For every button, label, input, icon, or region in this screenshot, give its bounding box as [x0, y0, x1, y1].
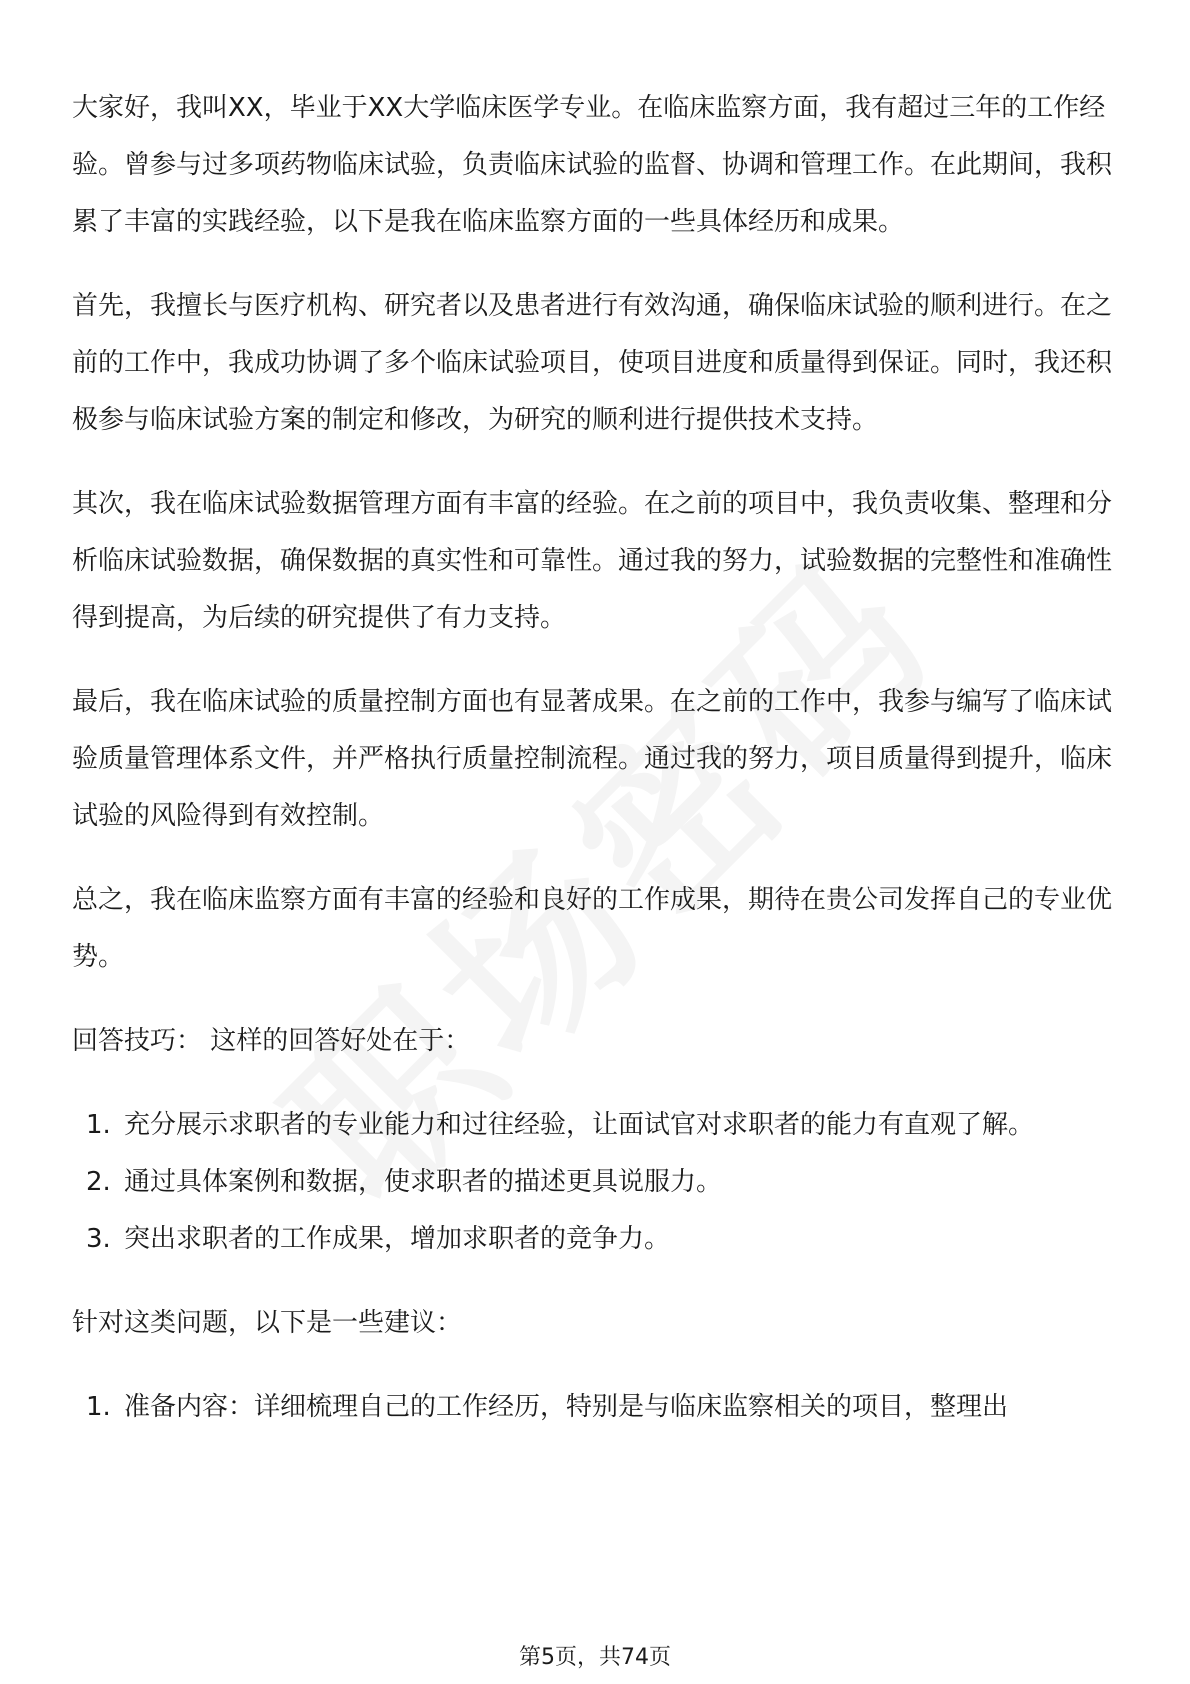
list-number: 3.: [86, 1224, 111, 1254]
list-item: [72, 1154, 1122, 1211]
list-item-text: 通过具体案例和数据，使求职者的描述更具说服力。: [124, 1167, 723, 1197]
list-number: 2.: [86, 1167, 111, 1197]
list-item: [72, 1211, 1122, 1268]
paragraph-second: 其次，我在临床试验数据管理方面有丰富的经验。在之前的项目中，我负责收集、整理和分析临床试验数据，确保数据的真实性和可靠性。通过我的努力，试验数据的完整性和准确性得到提高，为后续的研究提供了有力支持。: [72, 489, 1113, 633]
page-footer: 第5页，共74页: [519, 1645, 671, 1670]
advice-label: 针对这类问题，以下是一些建议：: [72, 1308, 463, 1338]
tips-label: 回答技巧： 这样的回答好处在于：: [72, 1026, 471, 1056]
list-number: 1.: [86, 1110, 111, 1140]
list-item: [72, 1097, 1122, 1154]
paragraph-summary: 总之，我在临床监察方面有丰富的经验和良好的工作成果，期待在贵公司发挥自己的专业优势。: [72, 885, 1113, 972]
tips-list: [72, 1097, 1122, 1268]
list-item: [72, 1379, 1122, 1436]
paragraph-first: 首先，我擅长与医疗机构、研究者以及患者进行有效沟通，确保临床试验的顺利进行。在之前的工作中，我成功协调了多个临床试验项目，使项目进度和质量得到保证。同时，我还积极参与临床试验方案的制定和修改，为研究的顺利进行提供技术支持。: [72, 291, 1113, 435]
paragraph-intro: 大家好，我叫XX，毕业于XX大学临床医学专业。在临床监察方面，我有超过三年的工作经验。曾参与过多项药物临床试验，负责临床试验的监督、协调和管理工作。在此期间，我积累了丰富的实践经验，以下是我在临床监察方面的一些具体经历和成果。: [72, 93, 1113, 237]
document-body: [72, 80, 1122, 1463]
advice-list: [72, 1379, 1122, 1436]
list-item-text: 充分展示求职者的专业能力和过往经验，让面试官对求职者的能力有直观了解。: [124, 1110, 1035, 1140]
list-item-text: 突出求职者的工作成果，增加求职者的竞争力。: [124, 1224, 671, 1254]
paragraph-last: 最后，我在临床试验的质量控制方面也有显著成果。在之前的工作中，我参与编写了临床试验质量管理体系文件，并严格执行质量控制流程。通过我的努力，项目质量得到提升，临床试验的风险得到有效控制。: [72, 687, 1113, 831]
list-item-text: 准备内容：详细梳理自己的工作经历，特别是与临床监察相关的项目，整理出: [124, 1392, 1009, 1422]
list-number: 1.: [86, 1392, 111, 1422]
